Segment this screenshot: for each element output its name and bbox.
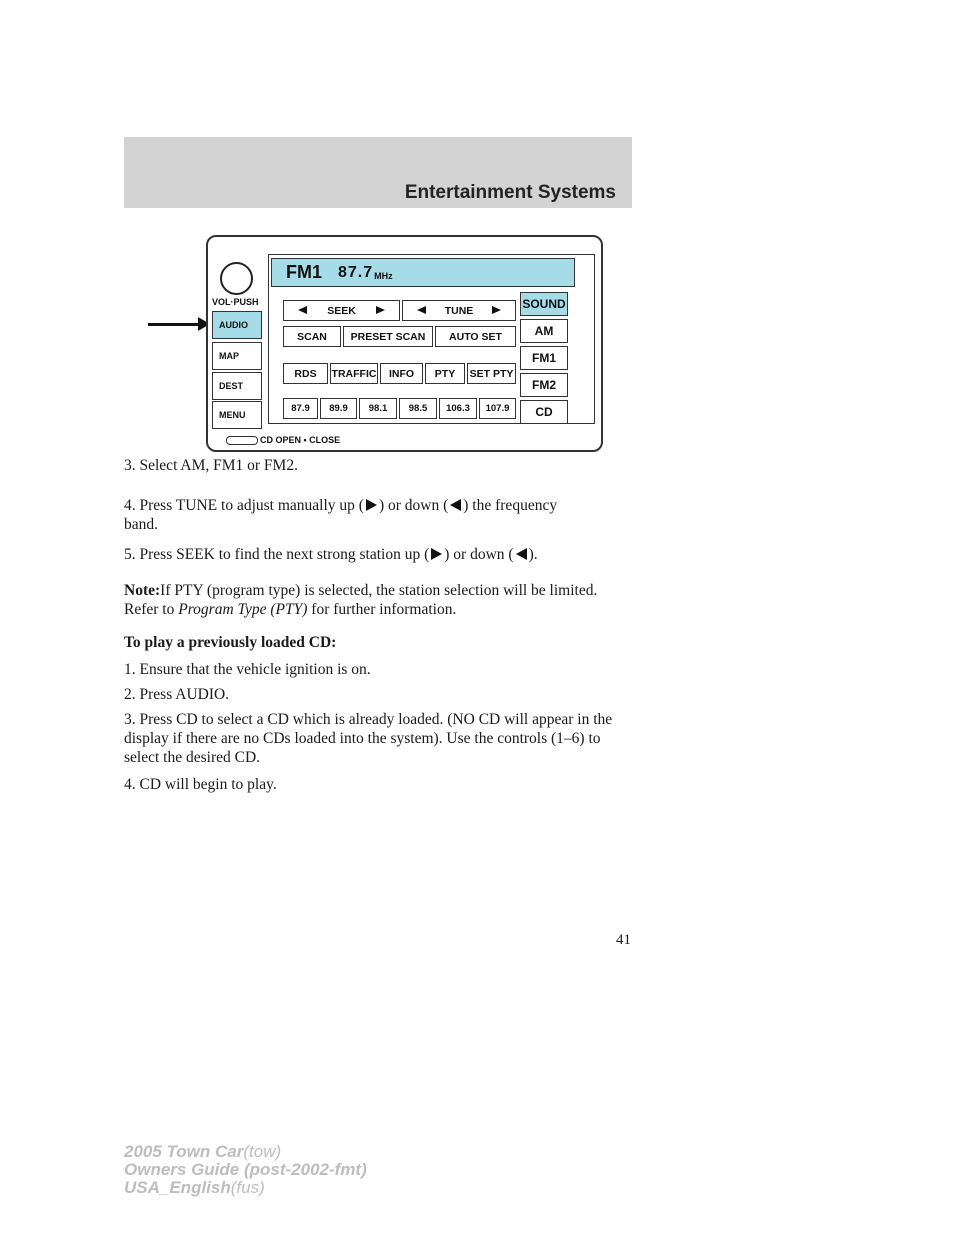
cd-step-1: 1. Ensure that the vehicle ignition is on. [124, 661, 371, 678]
rds-button[interactable]: RDS [283, 363, 328, 384]
tune-up-icon [492, 306, 501, 314]
preset-6-button[interactable]: 107.9 [479, 398, 516, 419]
radio-unit [206, 235, 603, 452]
step-4-text: 4. Press TUNE to adjust manually up ( ) or down ( ) the frequency band. [124, 497, 558, 533]
step-5-text: 5. Press SEEK to find the next strong station up ( ) or down ( ). [124, 546, 538, 563]
down-arrow-icon [450, 499, 461, 511]
audio-button[interactable]: AUDIO [212, 311, 262, 339]
cd-slot-icon[interactable] [226, 436, 258, 445]
seek-button[interactable] [283, 300, 400, 321]
cd-step-4: 4. CD will begin to play. [124, 776, 277, 793]
tune-down-icon [417, 306, 426, 314]
footer: 2005 Town Car(tow) Owners Guide (post-2002-fmt) USA_English(fus) [124, 1142, 367, 1197]
radio-diagram [148, 235, 603, 450]
vol-push-label: VOL·PUSH [212, 297, 259, 307]
display-unit: MHz [374, 271, 393, 281]
am-button[interactable]: AM [520, 319, 568, 343]
display-band: FM1 [286, 262, 322, 282]
cd-open-close-label: CD OPEN • CLOSE [260, 435, 341, 445]
display-frequency: 87.7 [338, 263, 374, 281]
dest-button[interactable]: DEST [212, 372, 262, 400]
seek-up-icon [376, 306, 385, 314]
note-text: Note:If PTY (program type) is selected, the station selection will be limited. Refer to Program Type (PTY) for further information. [124, 582, 598, 618]
volume-knob[interactable] [220, 262, 253, 295]
menu-button[interactable]: MENU [212, 401, 262, 429]
cd-step-3: 3. Press CD to select a CD which is already loaded. (NO CD will appear in the display if there are no CDs loaded into the system). Use the controls (1–6) to select the desired CD. [124, 711, 613, 766]
preset-4-button[interactable]: 98.5 [399, 398, 437, 419]
cd-button[interactable]: CD [520, 400, 568, 424]
pointer-arrow-line [148, 323, 200, 326]
traffic-button[interactable]: TRAFFIC [330, 363, 378, 384]
cd-heading: To play a previously loaded CD: [124, 634, 337, 651]
seek-down-icon [298, 306, 307, 314]
preset-5-button[interactable]: 106.3 [439, 398, 477, 419]
preset-1-button[interactable]: 87.9 [283, 398, 318, 419]
scan-button[interactable]: SCAN [283, 326, 341, 347]
cd-step-2: 2. Press AUDIO. [124, 686, 230, 703]
map-button[interactable]: MAP [212, 342, 262, 370]
preset-scan-button[interactable]: PRESET SCAN [343, 326, 433, 347]
preset-2-button[interactable]: 89.9 [320, 398, 357, 419]
tune-button[interactable] [402, 300, 516, 321]
up-arrow-icon [431, 548, 442, 560]
frequency-display [271, 258, 575, 287]
section-title: Entertainment Systems [404, 182, 616, 203]
page-number: 41 [616, 932, 631, 948]
tune-label: TUNE [444, 304, 474, 317]
up-arrow-icon [366, 499, 377, 511]
step-3-text: 3. Select AM, FM1 or FM2. [124, 457, 298, 474]
preset-3-button[interactable]: 98.1 [359, 398, 397, 419]
fm1-button[interactable]: FM1 [520, 346, 568, 370]
info-button[interactable]: INFO [380, 363, 423, 384]
auto-set-button[interactable]: AUTO SET [435, 326, 516, 347]
header-band [124, 137, 632, 208]
seek-label: SEEK [327, 304, 356, 317]
set-pty-button[interactable]: SET PTY [467, 363, 516, 384]
pty-reference-link[interactable]: Program Type (PTY) [178, 601, 308, 618]
sound-button[interactable]: SOUND [520, 292, 568, 316]
fm2-button[interactable]: FM2 [520, 373, 568, 397]
pty-button[interactable]: PTY [425, 363, 465, 384]
radio-screen [268, 254, 595, 424]
down-arrow-icon [516, 548, 527, 560]
